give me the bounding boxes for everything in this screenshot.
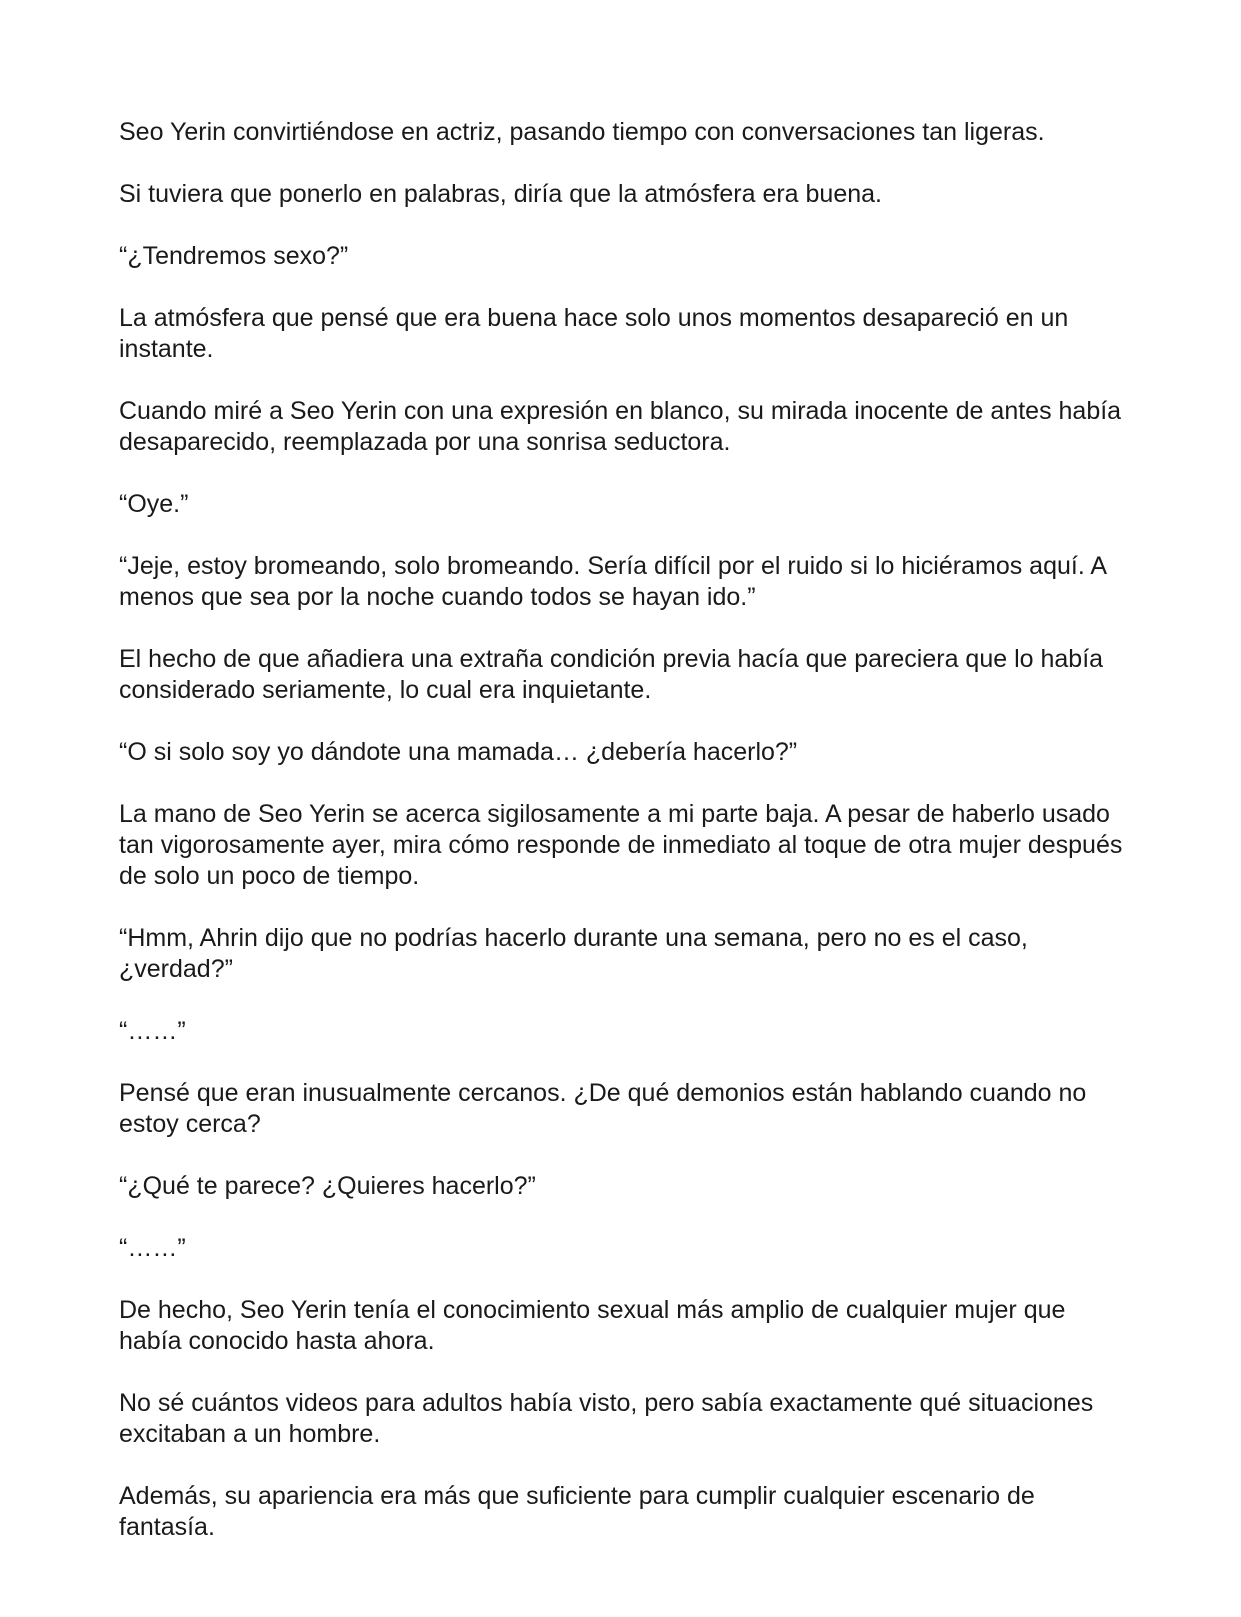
paragraph: La atmósfera que pensé que era buena hace solo unos momentos desapareció en un instante.: [119, 304, 1069, 363]
paragraph: “O si solo soy yo dándote una mamada… ¿debería hacerlo?”: [119, 738, 798, 766]
document-body: [119, 117, 1129, 1574]
paragraph: De hecho, Seo Yerin tenía el conocimiento sexual más amplio de cualquier mujer que había conocido hasta ahora.: [119, 1296, 1066, 1355]
paragraph: Además, su apariencia era más que suficiente para cumplir cualquier escenario de fantasía.: [119, 1482, 1035, 1541]
paragraph: Pensé que eran inusualmente cercanos. ¿De qué demonios están hablando cuando no estoy cerca?: [119, 1079, 1087, 1138]
paragraph: “¿Tendremos sexo?”: [119, 242, 349, 270]
paragraph: No sé cuántos videos para adultos había visto, pero sabía exactamente qué situaciones excitaban a un hombre.: [119, 1389, 1094, 1448]
paragraph: “……”: [119, 1017, 186, 1045]
paragraph: El hecho de que añadiera una extraña condición previa hacía que pareciera que lo había considerado seriamente, lo cual era inquietante.: [119, 645, 1104, 704]
paragraph: Si tuviera que ponerlo en palabras, diría que la atmósfera era buena.: [119, 180, 882, 208]
paragraph: “¿Qué te parece? ¿Quieres hacerlo?”: [119, 1172, 536, 1200]
paragraph: “Oye.”: [119, 490, 189, 518]
paragraph: Seo Yerin convirtiéndose en actriz, pasando tiempo con conversaciones tan ligeras.: [119, 118, 1045, 146]
paragraph: Cuando miré a Seo Yerin con una expresión en blanco, su mirada inocente de antes había desaparecido, reemplazada por una sonrisa seductora.: [119, 397, 1122, 456]
paragraph: “Jeje, estoy bromeando, solo bromeando. Sería difícil por el ruido si lo hiciéramos aquí. A menos que sea por la noche cuando todos se hayan ido.”: [119, 552, 1106, 611]
paragraph: La mano de Seo Yerin se acerca sigilosamente a mi parte baja. A pesar de haberlo usado tan vigorosamente ayer, mira cómo responde de inmediato al toque de otra mujer después de solo un poco de tiempo.: [119, 800, 1123, 890]
paragraph: “……”: [119, 1234, 186, 1262]
paragraph: “Hmm, Ahrin dijo que no podrías hacerlo durante una semana, pero no es el caso, ¿verdad?”: [119, 924, 1028, 983]
